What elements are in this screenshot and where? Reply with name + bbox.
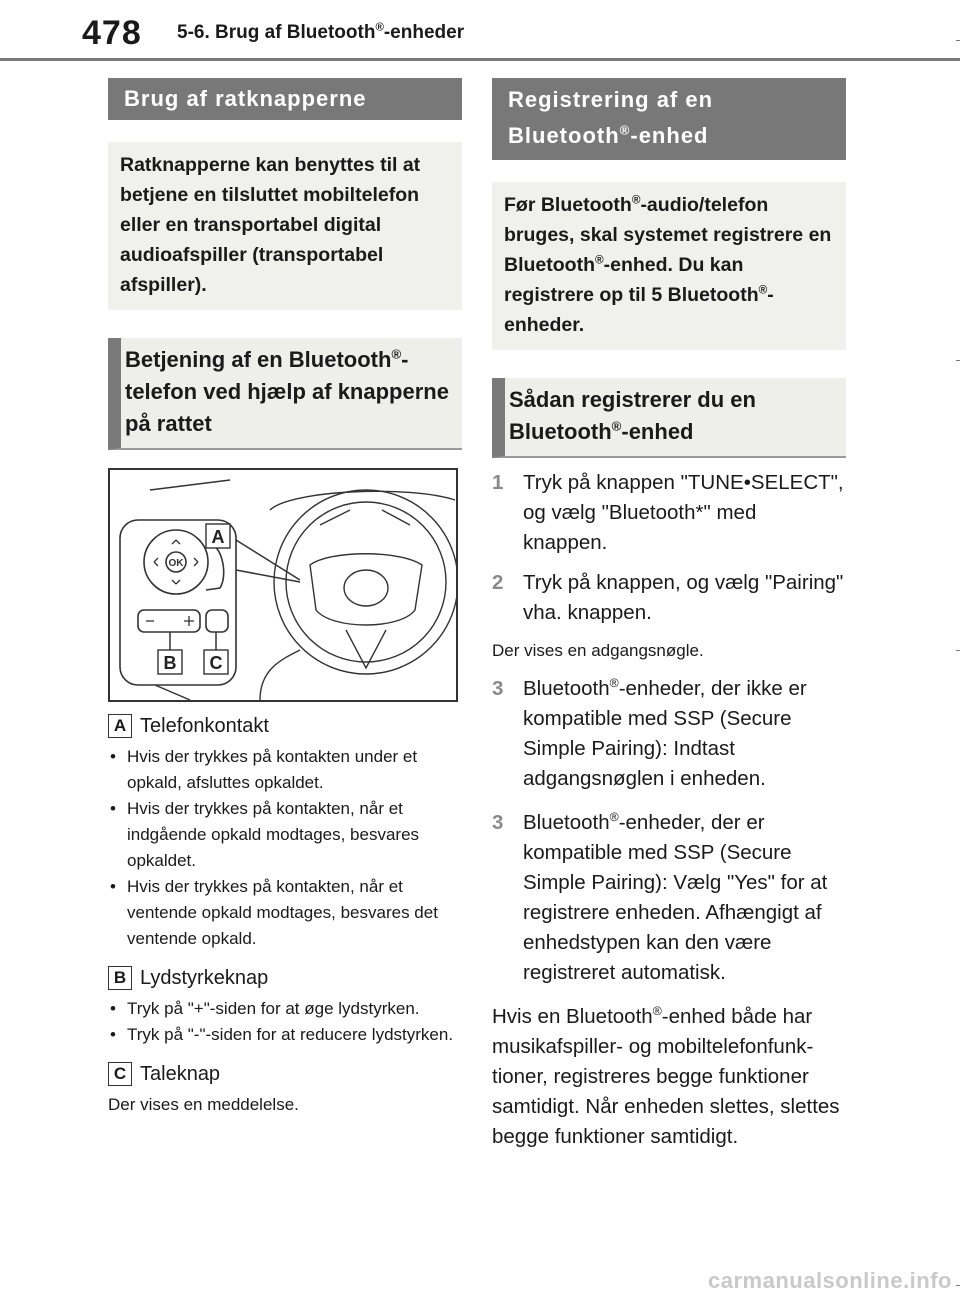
left-intro: Ratknapperne kan benyttes til at betjene en tilsluttet mobiltelefon eller en transportabel digital audioafspiller (transportabel afspiller). <box>108 142 462 310</box>
right-intro: Før Bluetooth®-audio/telefon bruges, skal systemet registrere en Bluetooth®-enhed. Du kan registrere op til 5 Bluetooth®-enheder. <box>492 182 846 350</box>
steering-wheel-illustration <box>110 470 456 700</box>
list-item: • Hvis der trykkes på kontakten, når et indgående opkald modtages, besvares opkaldet. <box>108 796 462 874</box>
diagram-label-a: A <box>211 527 225 547</box>
diagram-label-c: C <box>209 653 223 673</box>
left-column <box>108 78 462 1118</box>
crop-mark <box>956 650 960 651</box>
closing-paragraph: Hvis en Bluetooth®-enhed både har musikafspiller- og mobiltelefonfunktioner, registreres begge funktioner samtidigt. Når enheden slettes, slettes begge funktioner samtidigt. <box>492 1004 840 1148</box>
item-a-bullets <box>108 744 462 952</box>
crop-mark <box>956 1285 960 1286</box>
crop-mark <box>956 40 960 41</box>
left-subheading: Betjening af en Bluetooth®-telefon ved hjælp af knapperne på rattet <box>108 338 462 450</box>
key-c-badge: C <box>108 1062 132 1086</box>
step-3b: 3 Bluetooth®-enheder, der er kompatible med SSP (Secure Simple Pairing): Vælg "Yes" for at registrere enheden. Afhængigt af enhedstypen kan den være registreret automatisk. <box>492 810 828 984</box>
section-title: 5-6. Brug af Bluetooth®-enheder <box>177 21 465 43</box>
key-b-badge: B <box>108 966 132 990</box>
item-c <box>108 1062 462 1118</box>
right-subheading: Sådan registrerer du en Bluetooth®-enhed <box>492 378 846 458</box>
step-2: 2 Tryk på knappen, og vælg "Pairing" vha. knappen. <box>492 571 844 624</box>
page-header <box>0 0 960 62</box>
key-a-badge: A <box>108 714 132 738</box>
watermark: carmanualsonline.info <box>708 1268 952 1293</box>
diagram-label-b: B <box>163 653 177 673</box>
item-b-label: Lydstyrkeknap <box>140 966 269 989</box>
left-title-bar: Brug af ratknapperne <box>108 78 462 120</box>
list-item: • Hvis der trykkes på kontakten under et opkald, afsluttes opkaldet. <box>108 744 462 796</box>
ok-label: OK <box>168 558 184 569</box>
right-title-bar: Registrering af en Bluetooth®-enhed <box>492 78 846 160</box>
item-a-label: Telefonkontakt <box>140 714 269 737</box>
crop-mark <box>956 360 960 361</box>
header-rule <box>0 58 960 61</box>
list-item: • Tryk på "-"-siden for at reducere lydstyrken. <box>108 1022 462 1048</box>
list-item: • Hvis der trykkes på kontakten, når et ventende opkald modtages, besvares det ventende opkald. <box>108 874 462 952</box>
list-item: • Tryk på "+"-siden for at øge lydstyrken. <box>108 996 462 1022</box>
item-c-label: Taleknap <box>140 1062 221 1085</box>
page-number: 478 <box>82 14 142 52</box>
step-3a: 3 Bluetooth®-enheder, der ikke er kompatible med SSP (Secure Simple Pairing): Indtast adgangsnøglen i enheden. <box>492 676 807 790</box>
steps-list <box>492 468 846 1152</box>
passkey-note: Der vises en adgangsnøgle. <box>492 641 704 660</box>
right-column <box>492 78 846 1152</box>
item-a <box>108 714 462 952</box>
steering-wheel-diagram <box>108 468 458 702</box>
item-b-bullets <box>108 996 462 1048</box>
step-1: 1 Tryk på knappen "TUNE•SELECT", og vælg "Bluetooth*" med knappen. <box>492 471 844 554</box>
item-c-note: Der vises en meddelelse. <box>108 1095 299 1114</box>
item-b <box>108 966 462 1048</box>
